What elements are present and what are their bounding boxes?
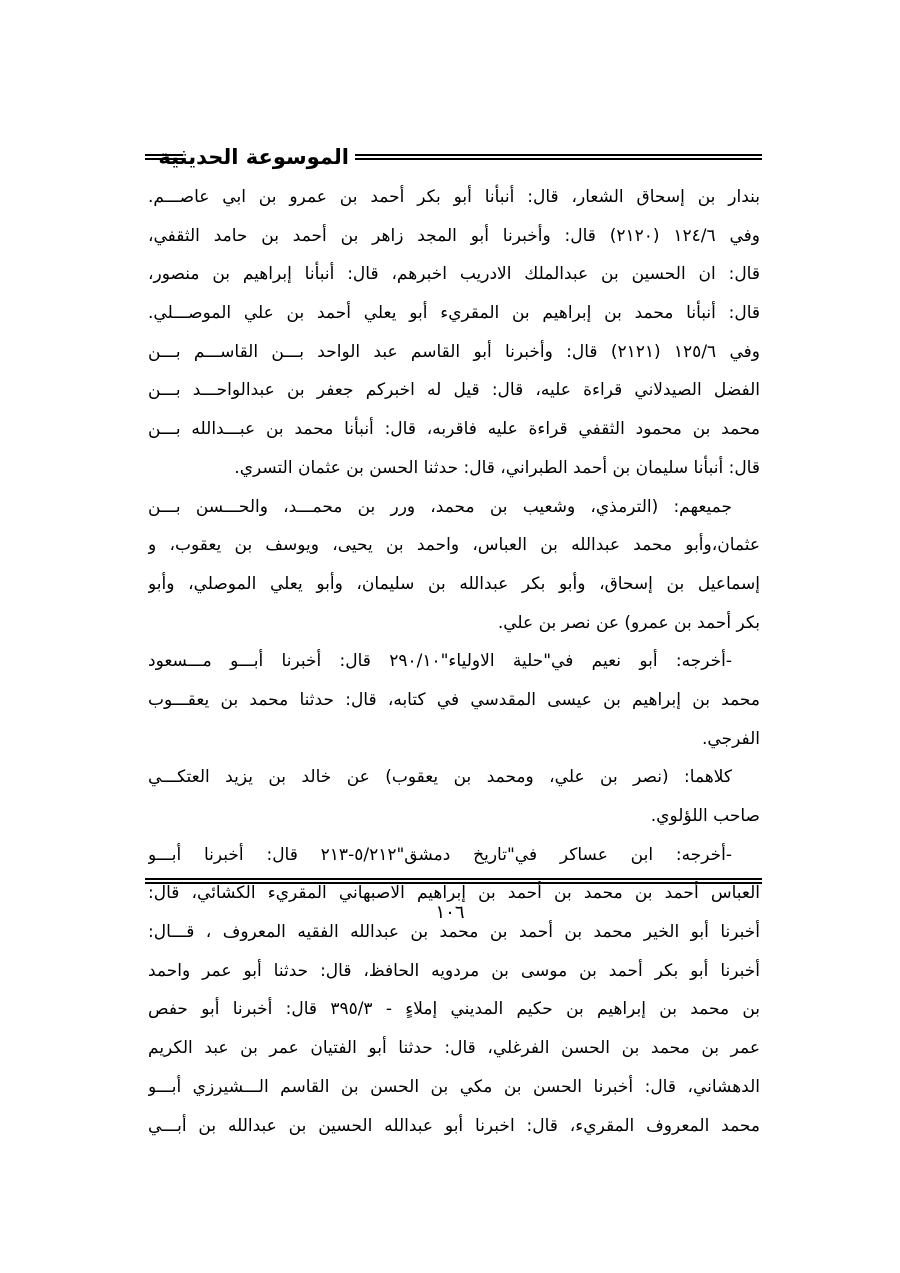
text-line: إسماعيل بن إسحاق، وأبو بكر عبدالله بن سليمان، وأبو يعلي الموصلي، وأبو: [148, 573, 760, 594]
text-line: بندار بن إسحاق الشعار، قال: أنبأنا أبو بكر أحمد بن عمرو بن ابي عاصـــم.: [148, 187, 760, 207]
text-line: قال: أنبأنا سليمان بن أحمد الطبراني، قال: حدثنا الحسن بن عثمان التسري.: [234, 457, 760, 478]
text-line: الفرجي.: [702, 728, 760, 749]
text-line: وفي ١٢٥/٦ (٢١٢١) قال: وأخبرنا أبو القاسم عبد الواحد بـــن القاســـم بـــن: [148, 341, 760, 362]
text-line: محمد بن إبراهيم بن عيسى المقدسي في كتابه، قال: حدثنا محمد بن يعقـــوب: [148, 689, 760, 710]
text-line: عثمان،وأبو محمد عبدالله بن العباس، واحمد بن يحيى، ويوسف بن يعقوب، و: [148, 535, 760, 556]
header-rule-right: [355, 154, 762, 160]
page-header: [145, 140, 762, 176]
body-text: [148, 178, 760, 1145]
text-line: أخبرنا أبو بكر أحمد بن موسى بن مردويه الحافظ، قال: حدثنا أبو عمر واحمد: [148, 960, 760, 981]
text-line: عمر بن محمد بن الحسن الفرغلي، قال: حدثنا أبو الفتيان عمر بن عبد الكريم: [148, 1038, 760, 1059]
text-line: الدهشاني، قال: أخبرنا الحسن بن مكي بن الحسن بن القاسم الـــشيرزي أبـــو: [148, 1076, 760, 1097]
text-line: العباس أحمد بن محمد بن أحمد بن إبراهيم الاصبهاني المقريء الكشائي، قال:: [148, 883, 760, 904]
text-line: بكر أحمد بن عمرو) عن نصر بن علي.: [497, 612, 760, 633]
text-line: كلاهما: (نصر بن علي، ومحمد بن يعقوب) عن خالد بن يزيد العتكـــي: [148, 767, 732, 788]
header-title: الموسوعة الحديثية: [158, 145, 349, 169]
text-line: بن محمد بن إبراهيم بن حكيم المديني إملاءٍ - ٣٩٥/٣ قال: أخبرنا أبو حفص: [148, 999, 760, 1020]
text-line: -أخرجه: ابن عساكر في"تاريخ دمشق"٥/٢١٢-٢١٣ قال: أخبرنا أبـــو: [148, 844, 732, 865]
page-number: ١٠٦: [435, 902, 465, 923]
text-line: صاحب اللؤلوي.: [650, 806, 760, 826]
text-line: وفي ١٢٤/٦ (٢١٢٠) قال: وأخبرنا أبو المجد زاهر بن أحمد بن حامد الثقفي،: [148, 225, 760, 246]
text-line: جميعهم: (الترمذي، وشعيب بن محمد، ورر بن محمـــد، والحـــسن بـــن: [148, 496, 732, 517]
text-line: محمد بن محمود الثقفي قراءة عليه فاقربه، قال: أنبأنا محمد بن عبـــدالله بـــن: [148, 419, 760, 440]
footer-rule: [145, 878, 762, 884]
text-line: -أخرجه: أبو نعيم في"حلية الاولياء"٢٩٠/١٠ قال: أخبرنا أبـــو مـــسعود: [148, 651, 732, 672]
text-line: قال: أنبأنا محمد بن إبراهيم بن المقريء أبو يعلي أحمد بن علي الموصـــلي.: [148, 303, 760, 324]
text-line: الفضل الصيدلاني قراءة عليه، قال: قيل له اخبركم جعفر بن عبدالواحـــد بـــن: [148, 380, 760, 401]
text-line: محمد المعروف المقريء، قال: اخبرنا أبو عبدالله الحسين بن عبدالله بن أبـــي: [148, 1115, 760, 1136]
text-line: قال: ان الحسين بن عبدالملك الادريب اخبرهم، قال: أنبأنا إبراهيم بن منصور،: [148, 264, 760, 285]
text-line: أخبرنا أبو الخير محمد بن أحمد بن محمد بن عبدالله الفقيه المعروف ، قـــال:: [148, 922, 760, 943]
